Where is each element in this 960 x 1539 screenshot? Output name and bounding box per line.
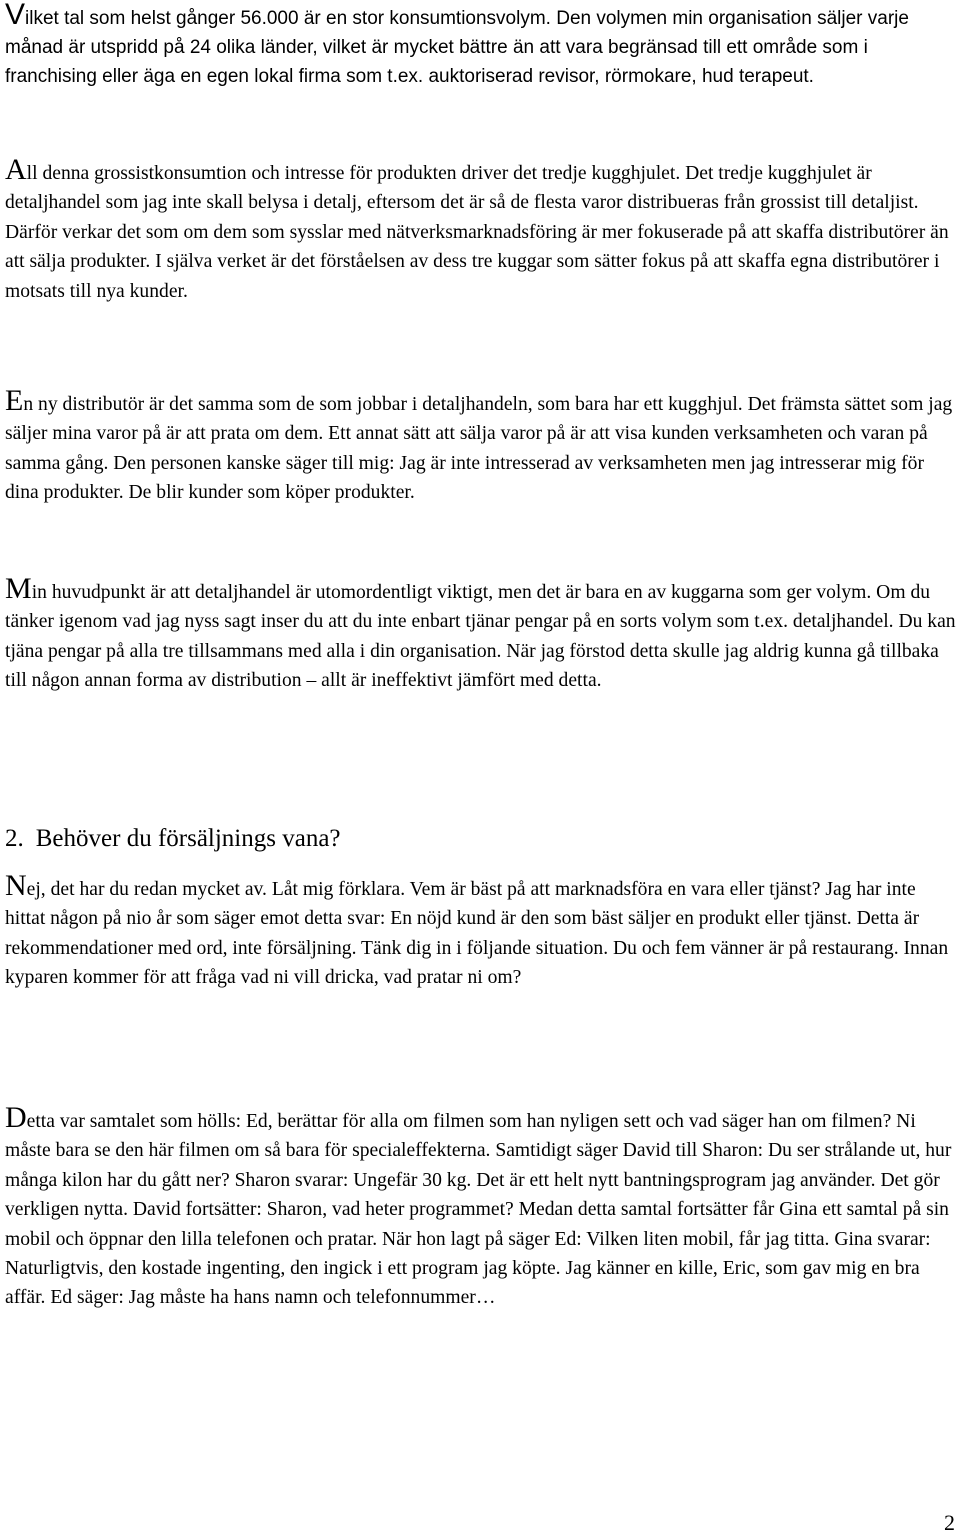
- paragraph-konsumtionsvolym: [5, 0, 957, 91]
- section-title: Behöver du försäljnings vana?: [35, 825, 341, 852]
- paragraph-text: in huvudpunkt är att detaljhandel är utomordentligt viktigt, men det är bara en av kuggarna som ger volym. Om du tänker igenom vad jag nyss sagt inser du att du inte enbart tjänar pengar på en sorts volym som t.ex. detaljhandel. Du kan tjäna pengar på alla tre tillsammans med alla i din organisation. När jag förstod detta skulle jag aldrig kunna gå tillbaka till någon annan forma av distribution – allt är ineffektivt jämfört med detta.: [5, 582, 956, 692]
- drop-cap-initial: E: [5, 384, 24, 417]
- drop-cap-initial: V: [5, 0, 26, 31]
- drop-cap-initial: N: [5, 869, 27, 902]
- paragraph-samtalet: [5, 1101, 957, 1313]
- page-number: 2: [944, 1510, 955, 1535]
- section-number: 2.: [5, 825, 24, 852]
- drop-cap-initial: M: [5, 572, 32, 605]
- paragraph-text: etta var samtalet som hölls: Ed, berättar för alla om filmen som han nyligen sett och vad säger han om filmen? Ni måste bara se den här filmen om så bara för specialeffekterna. Samtidigt säger David till Sharon: Du ser strålande ut, hur många kilon har du gått ner? Sharon svarar: Ungefär 30 kg. Det är ett helt nytt bantningsprogram jag använder. Det gör verkligen nytta. David fortsätter: Sharon, vad heter programmet? Medan detta samtal fortsätter får Gina ett samtal på sin mobil och öppnar den lilla telefonen och pratar. När hon lagt på säger Ed: Vilken liten mobil, får jag titta. Gina svarar: Naturligtvis, den kostade ingenting, den ingick i ett program jag köpte. Jag känner en kille, Eric, som gav mig en bra affär. Ed säger: Jag måste ha hans namn och telefonnummer…: [5, 1111, 952, 1309]
- section-heading: [5, 822, 341, 856]
- paragraph-text: ll denna grossistkonsumtion och intresse för produkten driver det tredje kugghjulet. Det tredje kugghjulet är detaljhandel som jag inte skall belysa i detalj, eftersom det är så de flesta varor distribueras från grossist till detaljist. Därför verkar det som om dem som sysslar med nätverksmarknadsföring är mer fokuserade på att skaffa distributörer än att sälja produkter. I själva verket är det förståelsen av dess tre kuggar som sätter fokus på att skaffa egna distributörer i motsats till nya kunder.: [5, 163, 949, 302]
- paragraph-text: ej, det har du redan mycket av. Låt mig förklara. Vem är bäst på att marknadsföra en vara eller tjänst? Jag har inte hittat någon på nio år som säger emot detta svar: En nöjd kund är den som bäst säljer en produkt eller tjänst. Detta är rekommendationer med ord, inte försäljning. Tänk dig in i följande situation. Du och fem vänner är på restaurang. Innan kyparen kommer för att fråga vad ni vill dricka, vad pratar ni om?: [5, 879, 949, 989]
- drop-cap-initial: D: [5, 1101, 27, 1134]
- drop-cap-initial: A: [5, 153, 27, 186]
- paragraph-text: n ny distributör är det samma som de som jobbar i detaljhandeln, som bara har ett kugghjul. Det främsta sättet som jag säljer mina varor på är att prata om dem. Ett annat sätt att sälja varor på är att visa kunden verksamheten och varan på samma gång. Den personen kanske säger till mig: Jag är inte intresserad av verksamheten men jag intresserar mig för dina produkter. De blir kunder som köper produkter.: [5, 394, 953, 504]
- paragraph-huvudpunkt: [5, 572, 957, 696]
- paragraph-ny-distributor: [5, 384, 957, 508]
- paragraph-text: ilket tal som helst gånger 56.000 är en stor konsumtionsvolym. Den volymen min organisation säljer varje månad är utspridd på 24 olika länder, vilket är mycket bättre än att vara begränsad till ett område som i franchising eller äga en egen lokal firma som t.ex. auktoriserad revisor, rörmokare, hud terapeut.: [5, 8, 909, 87]
- paragraph-forklara: [5, 869, 957, 993]
- paragraph-tredje-kugghjulet: [5, 153, 957, 306]
